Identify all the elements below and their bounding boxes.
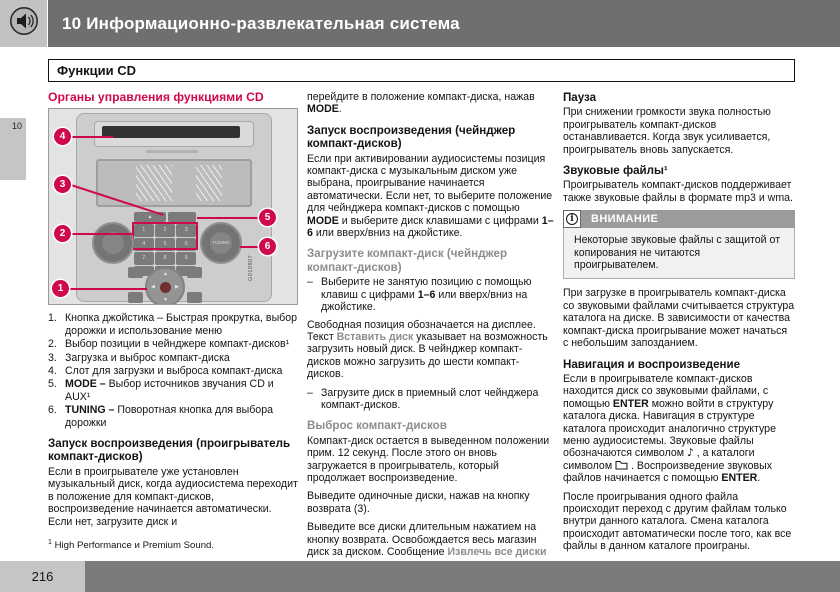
attention-box (563, 210, 795, 279)
keypad-key: 8 (155, 252, 175, 264)
footnote: $^1$ High Performance и Premium Sound. (48, 538, 215, 552)
section-title-box (48, 59, 795, 82)
keypad-key: 5 (155, 238, 175, 250)
display-message-text: Извлечь все диски (447, 546, 547, 558)
callout-badge-6: 6 (259, 238, 276, 255)
keypad-key: 3 (176, 224, 196, 236)
folder-icon (615, 460, 628, 470)
cd-controls-figure (48, 108, 298, 305)
page-number-box (0, 561, 85, 592)
attention-header (563, 210, 795, 228)
column-left (48, 91, 298, 577)
callout-badge-5: 5 (259, 209, 276, 226)
heading-pause: Пауза (562, 91, 597, 104)
chapter-header (48, 0, 840, 47)
callout-badge-3: 3 (54, 176, 71, 193)
side-key (187, 292, 202, 303)
leader-line-2 (71, 233, 132, 235)
paragraph: При загрузке в проигрыватель компакт-диска со звуковыми файлами считывается структура каталога на диске. В зависимости от качества компакт-диска проигрывание может начаться с небольшим запозданием. (562, 287, 795, 350)
keypad-key: 6 (176, 238, 196, 250)
paragraph: Компакт-диск остается в выведенном положении прим. 12 секунд. После этого он вновь загружается в проигрыватель, который продолжает воспроизведение. (307, 434, 550, 484)
speaker-icon (9, 6, 39, 41)
section-title: Функции CD (57, 63, 137, 78)
legend-item: 1. Кнопка джойстика – Быстрая прокрутка, выбор дорожки и использование меню (48, 312, 298, 337)
paragraph: Если в проигрывателе уже установлен музыкальный диск, когда аудиосистема переходит в положение для компакт-дисков, воспроизведение начинается автоматически. Если нет, загрузите диск и (48, 465, 298, 528)
cd-slot (102, 126, 240, 138)
leader-line-5 (197, 217, 261, 219)
slot-step (146, 150, 198, 153)
side-key (128, 267, 143, 278)
keypad-key: 1 (134, 224, 154, 236)
legend-item: 5. MODE – Выбор источников звучания CD и AUX¹ (48, 378, 274, 403)
page-content (48, 91, 795, 577)
eject-icon: ▲ (147, 214, 153, 221)
paragraph: Свободная позиция обозначается на дисплее. Текст Вставить диск указывает на возможность загрузить новый диск. В чейнджер компакт-дисков можно загрузить до шести компакт-дисков. (307, 318, 548, 381)
paragraph: Выведите одиночные диски, нажав на кнопку возврата (3). (307, 490, 530, 515)
bullet-item: – Загрузите диск в приемный слот чейнджера компакт-дисков. (307, 386, 539, 411)
heading-load-cd: Загрузите компакт-диск (чейнджер компакт-дисков) (307, 247, 508, 274)
keypad-key: 4 (134, 238, 154, 250)
leader-line-1 (69, 288, 147, 290)
legend-item: 2. Выбор позиции в чейнджере компакт-дисков¹ (48, 338, 290, 351)
joystick (145, 267, 185, 305)
legend-item: 6. TUNING – Поворотная кнопка для выбора дорожки (48, 404, 273, 429)
paragraph: При снижении громкости звука полностью проигрыватель компакт-дисков останавливается. Когда звук усиливается, проигрыватель вновь запускается. (562, 106, 771, 156)
keypad-key: 9 (176, 252, 196, 264)
side-key (128, 292, 143, 303)
paragraph: После проигрывания одного файла происходит переход с другим файлам только внутри данного каталога. Смена каталога происходит автоматически после того, как все файлы в данном каталоге проиграны. (562, 490, 792, 553)
callout-badge-4: 4 (54, 128, 71, 145)
callout-badge-2: 2 (54, 225, 71, 242)
mode-button (168, 212, 196, 222)
keypad-key: 7 (134, 252, 154, 264)
music-note-icon: ♪ (686, 447, 694, 460)
figure-heading: Органы управления функциями CD (48, 90, 264, 104)
footer-bar (85, 561, 840, 592)
joystick-center-button (160, 282, 171, 293)
keypad-highlight-rect (132, 222, 198, 250)
bullet-item: – Выберите не занятую позицию с помощью клавиш с цифрами 1–6 или вверх/вниз на джойстике. (307, 276, 532, 314)
heading-navigation: Навигация и воспроизведение (562, 357, 741, 371)
display-glare (196, 165, 222, 201)
legend-item: 3. Загрузка и выброс компакт-диска (48, 351, 230, 364)
attention-title: ВНИМАНИЕ (581, 210, 795, 228)
page-number: 216 (31, 569, 54, 584)
column-middle (307, 91, 554, 577)
column-right (563, 91, 795, 577)
side-key (187, 267, 202, 278)
chapter-tab-number: 10 (11, 121, 22, 131)
joystick-left-icon: ◀ (151, 284, 155, 291)
leader-line-6 (240, 246, 261, 248)
figure-code: G019807 (248, 255, 254, 282)
paragraph: Если в проигрывателе компакт-дисков находится диск со звуковыми файлами, с помощью ENTER можно войти в структуру каталога диска. Навигация в структуре каталога происходит аналогично структуре меню аудиосистемы. Звуковые файлы обозначаются символом ♪ , а каталоги символом . Воспроизведение звуковых файлов начинается с помощью ENTER. (562, 372, 776, 485)
chapter-icon-box (0, 0, 47, 47)
heading-playback-changer: Запуск воспроизведения (чейнджер компакт-дисков) (307, 123, 516, 151)
chapter-edge-tab (0, 118, 26, 180)
chapter-title: 10 Информационно-развлекательная система (62, 13, 460, 33)
paragraph: Проигрыватель компакт-дисков поддерживает также звуковые файлы в формате mp3 и wma. (562, 179, 793, 204)
attention-body: Некоторые звуковые файлы с защитой от копирования не читаются проигрывателем. (563, 228, 795, 279)
paragraph: Если при активировании аудиосистемы позиция компакт-диска с музыкальным диском уже выбрана, проигрывание начинается автоматически. Если нет, то выберите положение для чейнджера компакт-дисков с помощью MODE и выберите диск клавишами с цифрами 1–6 или вверх/вниз на джойстике. (307, 152, 554, 240)
info-icon: i (563, 210, 581, 228)
joystick-right-icon: ▶ (175, 284, 179, 291)
display-glare (136, 165, 172, 201)
callout-badge-1: 1 (52, 280, 69, 297)
heading-audio-files: Звуковые файлы¹ (562, 164, 668, 178)
joystick-down-icon: ▼ (163, 297, 168, 304)
paragraph: Выведите все диски длительным нажатием на кнопку возврата. Освобождается весь магазин диск за диском. Сообщение Извлечь все диски (307, 521, 547, 558)
joystick-up-icon: ▲ (163, 271, 168, 278)
paragraph: перейдите в положение компакт-диска, нажав MODE. (307, 91, 535, 116)
display-message-text: Вставить диск (336, 330, 414, 343)
tuning-knob-label: TUNING (212, 240, 230, 246)
keypad-key: 2 (155, 224, 175, 236)
heading-eject-cd: Выброс компакт-дисков (307, 419, 447, 433)
legend-item: 4. Слот для загрузки и выброса компакт-диска (48, 365, 283, 378)
leader-line-4 (71, 136, 113, 138)
heading-playback-player: Запуск воспроизведения (проигрыватель компакт-дисков) (48, 437, 291, 464)
